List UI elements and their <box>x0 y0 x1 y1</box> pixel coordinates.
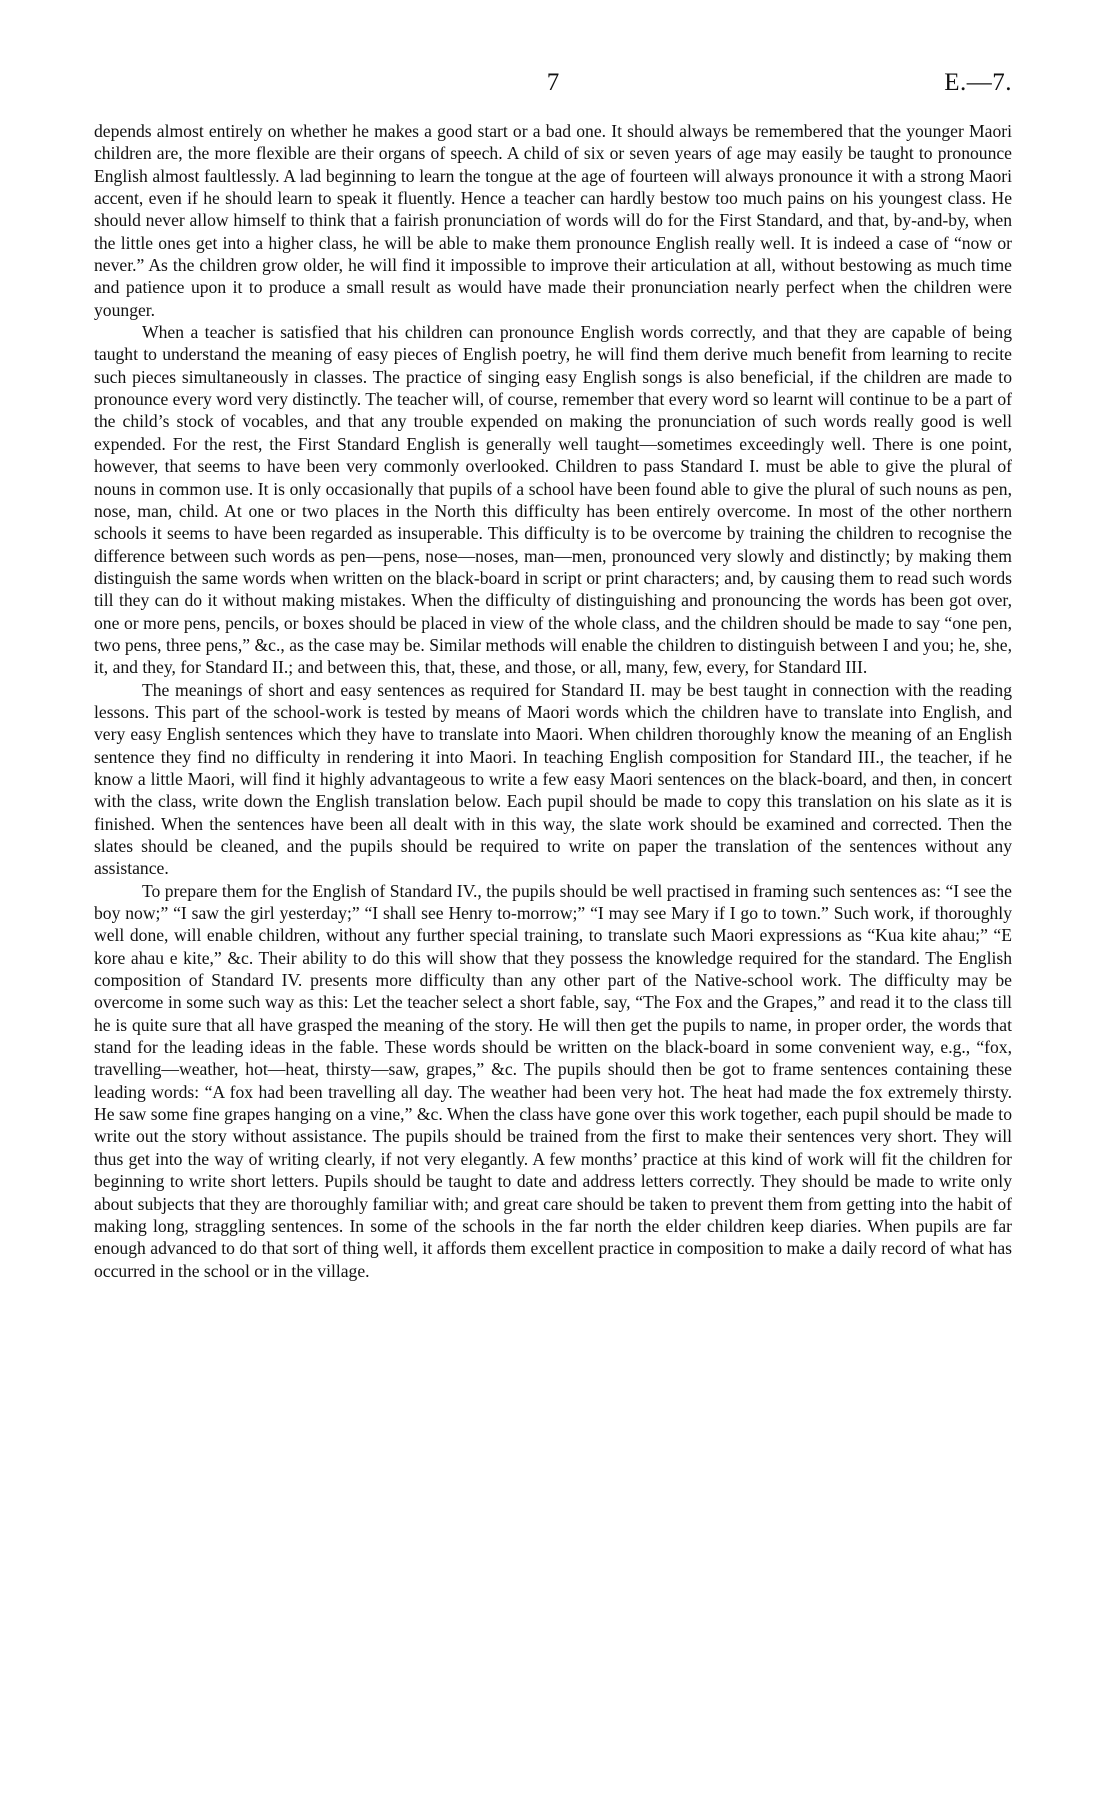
paragraph-3: The meanings of short and easy sentences as required for Standard II. may be best taught in connection with the reading lessons. This part of the school-work is tested by means of Maori words which the children have to translate into English, and very easy English sentences which they have to translate into Maori. When children thoroughly know the meaning of an English sentence they find no difficulty in rendering it into Maori. In teaching English composition for Standard III., the teacher, if he know a little Maori, will find it highly advantageous to write a few easy Maori sentences on the black-board, and then, in concert with the class, write down the English translation below. Each pupil should be made to copy this translation on his slate as it is finished. When the sentences have been all dealt with in this way, the slate work should be examined and corrected. Then the slates should be cleaned, and the pupils should be required to write on paper the translation of the sentences without any assistance. <box>94 679 1012 879</box>
paragraph-2: When a teacher is satisfied that his children can pronounce English words correctly, and that they are capable of being taught to understand the meaning of easy pieces of English poetry, he will find them derive much benefit from learning to recite such pieces simultaneously in classes. The practice of singing easy English songs is also beneficial, if the children are made to pronounce every word very distinctly. The teacher will, of course, remember that every word so learnt will continue to be a part of the child’s stock of vocables, and that any trouble expended on making the pronunciation of such words really good is well expended. For the rest, the First Standard English is generally well taught—sometimes exceedingly well. There is one point, however, that seems to have been very commonly overlooked. Children to pass Standard I. must be able to give the plural of nouns in common use. It is only occasionally that pupils of a school have been found able to give the plural of such nouns as pen, nose, man, child. At one or two places in the North this difficulty has been entirely overcome. In most of the other northern schools it seems to have been regarded as insuperable. This difficulty is to be overcome by training the children to recognise the difference between such words as pen—pens, nose—noses, man—men, pronounced very slowly and distinctly; by making them distinguish the same words when written on the black-board in script or print characters; and, by causing them to read such words till they can do it without making mistakes. When the difficulty of distinguishing and pronouncing the words has been got over, one or more pens, pencils, or boxes should be placed in view of the whole class, and the children should be made to say “one pen, two pens, three pens,” &c., as the case may be. Similar methods will enable the children to distinguish between I and you; he, she, it, and they, for Standard II.; and between this, that, these, and those, or all, many, few, every, for Standard III. <box>94 322 1012 678</box>
page-header <box>94 68 1012 98</box>
paragraph-1: depends almost entirely on whether he makes a good start or a bad one. It should always be remembered that the younger Maori children are, the more flexible are their organs of speech. A child of six or seven years of age may easily be taught to pronounce English almost faultlessly. A lad beginning to learn the tongue at the age of fourteen will always pronounce it with a strong Maori accent, even if he should learn to speak it fluently. Hence a teacher can hardly bestow too much pains on his youngest class. He should never allow himself to think that a fairish pronunciation of words will do for the First Standard, and that, by-and-by, when the little ones get into a higher class, he will be able to make them pronounce English really well. It is indeed a case of “now or never.” As the children grow older, he will find it impossible to improve their articulation at all, without bestowing as much time and patience upon it to produce a small result as would have made their pronunciation nearly perfect when the children were younger. <box>94 121 1012 320</box>
body-text <box>94 120 1012 1282</box>
paragraph-4: To prepare them for the English of Standard IV., the pupils should be well practised in framing such sentences as: “I see the boy now;” “I saw the girl yesterday;” “I shall see Henry to-morrow;” “I may see Mary if I go to town.” Such work, if thoroughly well done, will enable children, without any further special training, to translate such Maori expressions as “Kua kite ahau;” “E kore ahau e kite,” &c. Their ability to do this will show that they possess the knowledge required for the standard. The English composition of Standard IV. presents more difficulty than any other part of the Native-school work. The difficulty may be overcome in some such way as this: Let the teacher select a short fable, say, “The Fox and the Grapes,” and read it to the class till he is quite sure that all have grasped the meaning of the story. He will then get the pupils to name, in proper order, the words that stand for the leading ideas in the fable. These words should be written on the black-board in some convenient way, e.g., “fox, travelling—weather, hot—heat, thirsty—saw, grapes,” &c. The pupils should then be got to frame sentences containing these leading words: “A fox had been travelling all day. The weather had been very hot. The heat had made the fox extremely thirsty. He saw some fine grapes hanging on a vine,” &c. When the class have gone over this work together, each pupil should be made to write out the story without assistance. The pupils should be trained from the first to make their sentences very short. They will thus get into the way of writing clearly, if not very elegantly. A few months’ practice at this kind of work will fit the children for beginning to write short letters. Pupils should be taught to date and address letters correctly. They should be made to write only about subjects that they are thoroughly familiar with; and great care should be taken to prevent them from getting into the habit of making long, straggling sentences. In some of the schools in the far north the elder children keep diaries. When pupils are far enough advanced to do that sort of thing well, it affords them excellent practice in composition to make a daily record of what has occurred in the school or in the village. <box>94 880 1012 1281</box>
document-code: E.—7. <box>944 69 1012 96</box>
page-number: 7 <box>546 69 560 96</box>
